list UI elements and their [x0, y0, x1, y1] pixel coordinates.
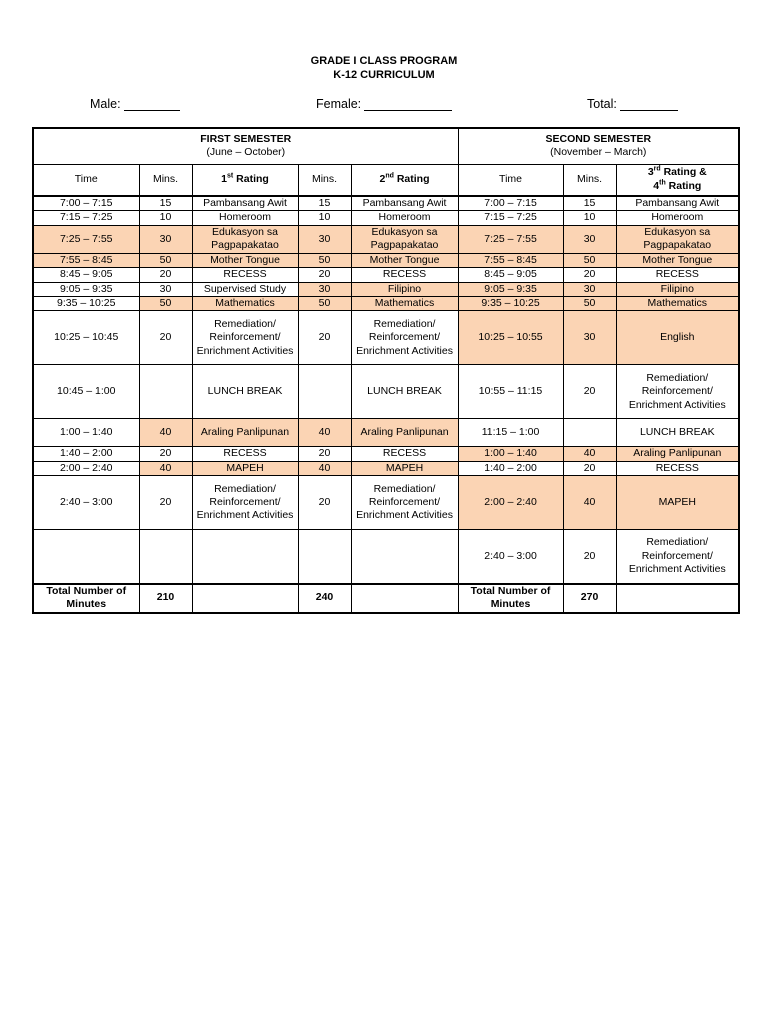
subject-cell: Mathematics: [351, 297, 458, 311]
schedule-row: [33, 311, 739, 365]
mins-cell: 10: [563, 211, 616, 225]
subject-cell: Edukasyon sa Pagpapakatao: [351, 225, 458, 253]
schedule-row: [33, 447, 739, 461]
mins-cell: 40: [298, 461, 351, 475]
subject-cell: LUNCH BREAK: [192, 365, 298, 419]
subject-cell: RECESS: [192, 447, 298, 461]
mins-cell: 15: [298, 196, 351, 211]
subject-cell: RECESS: [192, 268, 298, 282]
male-label: Male:: [90, 97, 121, 111]
time-cell: 8:45 – 9:05: [33, 268, 139, 282]
total-first-rating1: 210: [139, 584, 192, 613]
schedule-row: [33, 530, 739, 584]
mins-cell: 10: [298, 211, 351, 225]
time-cell: 1:40 – 2:00: [458, 461, 563, 475]
semester-header-row: [33, 128, 739, 164]
first-semester-header: [33, 128, 458, 164]
subject-cell: Remediation/ Reinforcement/ Enrichment Activities: [351, 476, 458, 530]
schedule-row: [33, 196, 739, 211]
time-cell: 7:55 – 8:45: [33, 253, 139, 267]
mins-cell: 50: [298, 253, 351, 267]
time-cell: 9:35 – 10:25: [33, 297, 139, 311]
subject-cell: Remediation/ Reinforcement/ Enrichment Activities: [192, 476, 298, 530]
time-cell: 10:45 – 1:00: [33, 365, 139, 419]
subject-cell: LUNCH BREAK: [351, 365, 458, 419]
time-cell: 7:15 – 7:25: [458, 211, 563, 225]
rating1-sup: st: [227, 172, 234, 180]
schedule-row: [33, 282, 739, 296]
mins-cell: 40: [139, 461, 192, 475]
col-time-2: Time: [458, 164, 563, 196]
col-mins-1: Mins.: [139, 164, 192, 196]
mins-cell: 20: [298, 311, 351, 365]
mins-cell: 15: [563, 196, 616, 211]
mins-cell: 30: [298, 225, 351, 253]
mins-cell: 20: [563, 461, 616, 475]
time-cell: 7:00 – 7:15: [458, 196, 563, 211]
mins-cell: 40: [139, 419, 192, 447]
subject-cell: Pambansang Awit: [616, 196, 739, 211]
subject-cell: Supervised Study: [192, 282, 298, 296]
time-cell: 7:25 – 7:55: [458, 225, 563, 253]
mins-cell: 15: [139, 196, 192, 211]
mins-cell: 20: [298, 476, 351, 530]
time-cell: 7:00 – 7:15: [33, 196, 139, 211]
col-mins-2: Mins.: [298, 164, 351, 196]
mins-cell: 30: [563, 311, 616, 365]
schedule-row: [33, 297, 739, 311]
subject-cell: MAPEH: [192, 461, 298, 475]
second-semester-header: [458, 128, 739, 164]
mins-cell: 40: [298, 419, 351, 447]
subject-cell: LUNCH BREAK: [616, 419, 739, 447]
time-cell: 9:35 – 10:25: [458, 297, 563, 311]
first-semester-name: FIRST SEMESTER: [200, 132, 292, 145]
total-label: Total:: [587, 97, 617, 111]
subject-cell: RECESS: [616, 461, 739, 475]
mins-cell: 30: [563, 225, 616, 253]
total-count: [587, 97, 678, 111]
mins-cell: 20: [298, 447, 351, 461]
subject-cell: Remediation/ Reinforcement/ Enrichment Activities: [616, 365, 739, 419]
col-rating-1: 1st Rating: [192, 164, 298, 196]
second-semester-name: SECOND SEMESTER: [545, 132, 652, 145]
subject-cell: RECESS: [351, 268, 458, 282]
subject-cell: MAPEH: [616, 476, 739, 530]
rating2-sup: nd: [385, 172, 394, 180]
rating2-text: Rating: [396, 173, 430, 186]
class-program-table: [32, 127, 740, 614]
subject-cell: Remediation/ Reinforcement/ Enrichment Activities: [616, 530, 739, 584]
female-blank[interactable]: [364, 99, 452, 111]
subject-cell: English: [616, 311, 739, 365]
col-rating-34: 3rd Rating & 4th Rating: [616, 164, 739, 196]
time-cell: [33, 530, 139, 584]
total-blank[interactable]: [620, 99, 678, 111]
mins-cell: 50: [563, 253, 616, 267]
subject-cell: Pambansang Awit: [351, 196, 458, 211]
time-cell: 7:55 – 8:45: [458, 253, 563, 267]
schedule-row: [33, 225, 739, 253]
schedule-row: [33, 419, 739, 447]
mins-cell: 20: [139, 447, 192, 461]
col-mins-3: Mins.: [563, 164, 616, 196]
time-cell: 2:00 – 2:40: [33, 461, 139, 475]
totals-row: [33, 584, 739, 613]
time-cell: 2:40 – 3:00: [33, 476, 139, 530]
mins-cell: 30: [298, 282, 351, 296]
schedule-row: [33, 253, 739, 267]
time-cell: 10:25 – 10:55: [458, 311, 563, 365]
time-cell: 8:45 – 9:05: [458, 268, 563, 282]
time-cell: 7:25 – 7:55: [33, 225, 139, 253]
mins-cell: [139, 530, 192, 584]
mins-cell: 10: [139, 211, 192, 225]
subject-cell: Homeroom: [192, 211, 298, 225]
subject-cell: Araling Panlipunan: [616, 447, 739, 461]
mins-cell: 50: [563, 297, 616, 311]
mins-cell: [298, 365, 351, 419]
mins-cell: 50: [298, 297, 351, 311]
subject-cell: Mother Tongue: [616, 253, 739, 267]
mins-cell: 20: [139, 476, 192, 530]
schedule-row: [33, 268, 739, 282]
time-cell: 10:55 – 11:15: [458, 365, 563, 419]
subject-cell: Homeroom: [616, 211, 739, 225]
empty-cell: [351, 584, 458, 613]
mins-cell: 40: [563, 447, 616, 461]
subject-cell: Remediation/ Reinforcement/ Enrichment Activities: [351, 311, 458, 365]
subject-cell: Mother Tongue: [351, 253, 458, 267]
mins-cell: 20: [563, 530, 616, 584]
column-header-row: [33, 164, 739, 196]
mins-cell: 40: [563, 476, 616, 530]
mins-cell: 20: [563, 268, 616, 282]
first-semester-months: (June – October): [206, 146, 286, 159]
rating34-sup2: th: [659, 179, 666, 187]
empty-cell: [192, 584, 298, 613]
time-cell: 11:15 – 1:00: [458, 419, 563, 447]
schedule-row: [33, 476, 739, 530]
subject-cell: MAPEH: [351, 461, 458, 475]
subject-cell: Pambansang Awit: [192, 196, 298, 211]
male-blank[interactable]: [124, 99, 180, 111]
subject-cell: Mathematics: [192, 297, 298, 311]
subject-cell: Filipino: [351, 282, 458, 296]
time-cell: 1:00 – 1:40: [33, 419, 139, 447]
mins-cell: 20: [139, 268, 192, 282]
male-count: [90, 97, 180, 111]
col-rating-2: 2nd Rating: [351, 164, 458, 196]
subject-cell: Mother Tongue: [192, 253, 298, 267]
total-first-rating2: 240: [298, 584, 351, 613]
mins-cell: 30: [563, 282, 616, 296]
subject-cell: Araling Panlipunan: [192, 419, 298, 447]
time-cell: 7:15 – 7:25: [33, 211, 139, 225]
subject-cell: Araling Panlipunan: [351, 419, 458, 447]
mins-cell: 30: [139, 225, 192, 253]
subject-cell: RECESS: [351, 447, 458, 461]
rating34-text2: Rating: [668, 179, 702, 192]
mins-cell: 20: [139, 311, 192, 365]
time-cell: 9:05 – 9:35: [458, 282, 563, 296]
mins-cell: 50: [139, 253, 192, 267]
subject-cell: Edukasyon sa Pagpapakatao: [616, 225, 739, 253]
subject-cell: Remediation/ Reinforcement/ Enrichment Activities: [192, 311, 298, 365]
subject-cell: Mathematics: [616, 297, 739, 311]
total-label-second: Total Number of Minutes: [458, 584, 563, 613]
time-cell: 1:00 – 1:40: [458, 447, 563, 461]
subject-cell: [192, 530, 298, 584]
mins-cell: 50: [139, 297, 192, 311]
subject-cell: Homeroom: [351, 211, 458, 225]
curriculum-subtitle: K-12 CURRICULUM: [333, 69, 435, 81]
female-label: Female:: [316, 97, 362, 111]
schedule-row: [33, 365, 739, 419]
time-cell: 1:40 – 2:00: [33, 447, 139, 461]
rating34-text1: Rating &: [663, 166, 707, 179]
female-count: [316, 97, 452, 111]
second-semester-months: (November – March): [550, 146, 647, 159]
rating34-sup1: rd: [653, 165, 661, 173]
total-label-first: Total Number of Minutes: [33, 584, 139, 613]
subject-cell: Edukasyon sa Pagpapakatao: [192, 225, 298, 253]
total-second: 270: [563, 584, 616, 613]
mins-cell: [139, 365, 192, 419]
mins-cell: [563, 419, 616, 447]
time-cell: 2:00 – 2:40: [458, 476, 563, 530]
col-time-1: Time: [33, 164, 139, 196]
empty-cell: [616, 584, 739, 613]
mins-cell: 20: [563, 365, 616, 419]
subject-cell: Filipino: [616, 282, 739, 296]
mins-cell: [298, 530, 351, 584]
schedule-row: [33, 461, 739, 475]
subject-cell: [351, 530, 458, 584]
subject-cell: RECESS: [616, 268, 739, 282]
time-cell: 9:05 – 9:35: [33, 282, 139, 296]
mins-cell: 30: [139, 282, 192, 296]
rating1-text: Rating: [236, 173, 269, 186]
program-title: GRADE I CLASS PROGRAM: [310, 55, 458, 67]
schedule-row: [33, 211, 739, 225]
time-cell: 10:25 – 10:45: [33, 311, 139, 365]
mins-cell: 20: [298, 268, 351, 282]
time-cell: 2:40 – 3:00: [458, 530, 563, 584]
